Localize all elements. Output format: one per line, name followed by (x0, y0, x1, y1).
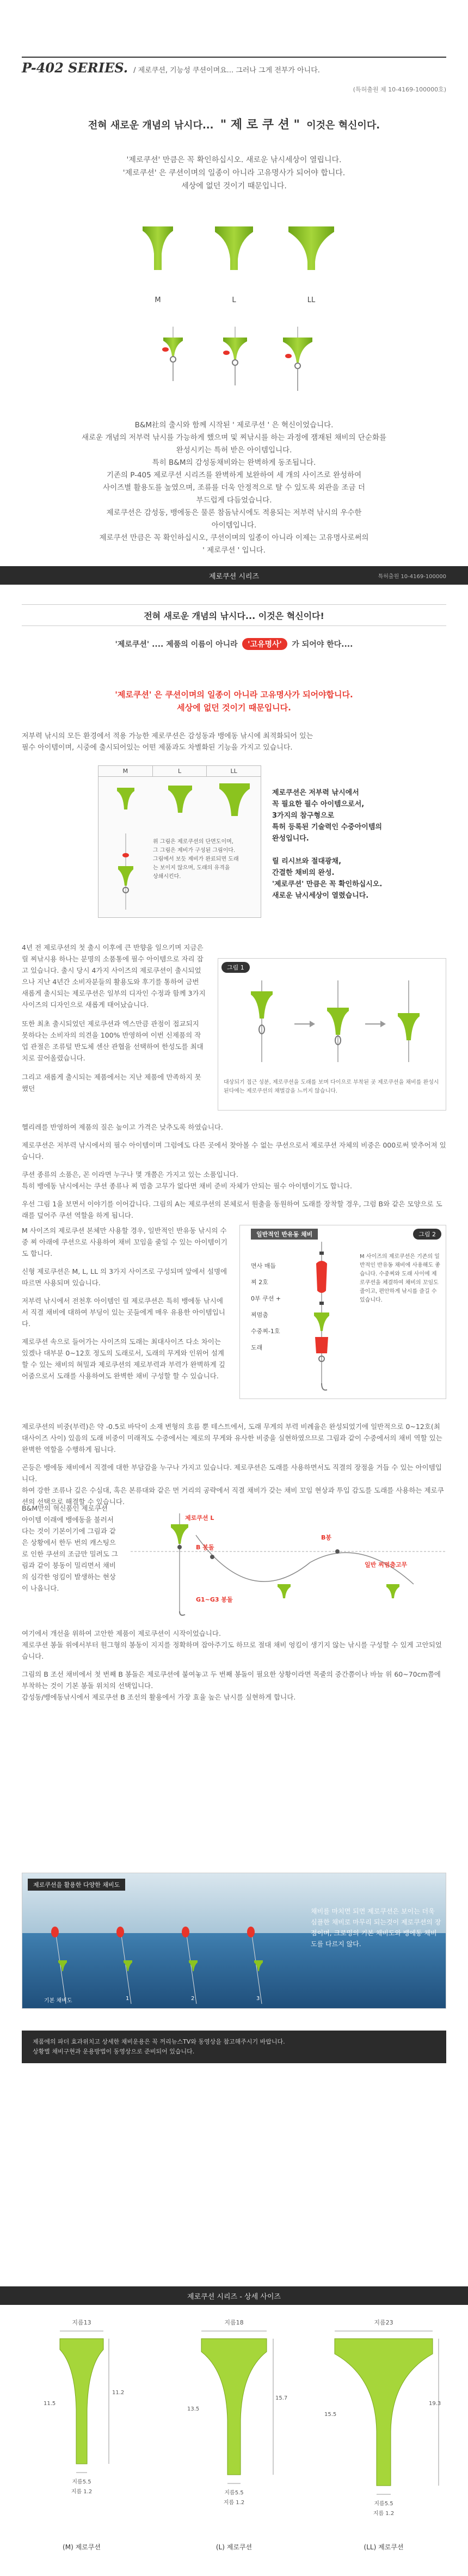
concept-red-line-2: 세상에 없던 것이기 때문입니다. (177, 703, 291, 713)
history-p21: 감성동/뱅에동낚시에서 제로쿠션 B 조선의 활용에서 가장 효율 높은 낚시를 실현하게 합니다. (22, 1693, 296, 1701)
intro-line: '제로쿠션' 은 쿠션이며의 일종이 아니라 고유명사가 되어야 합니다. (122, 169, 346, 177)
figure-1 (218, 958, 446, 1111)
size-table (98, 765, 261, 918)
story (0, 419, 468, 557)
specs-section (0, 2314, 468, 2564)
figure-1-label: 그림 1 (221, 962, 250, 973)
right-line: 꼭 필요한 필수 아이템으로서, (272, 800, 365, 808)
application-desc: 채비를 마치면 되면 제로쿠션은 보이는 더욱 심플한 채비로 마무리 되는것이 제로쿠션의 장점이며, 크로밍의 기본 채비도와 뱅에동 채비도를 다르지 않다. (311, 1908, 441, 1948)
history-p18: 여기에서 개선을 위하여 고안한 제품이 제로쿠션이 시작이었습니다. (22, 1629, 221, 1637)
history-p4: 헬리레를 반영하여 제품의 질은 높이고 가격은 낮추도록 하였습니다. (22, 1123, 223, 1131)
application-label: 3 (256, 1996, 260, 2002)
table-note: 상쇄시킨다. (153, 874, 181, 880)
history-p10: 신형 제로쿠션은 M, L, LL 의 3가지 사이즈로 구성되며 앞에서 설명에 따르면 사용되며 있습니다. (22, 1267, 227, 1287)
right-line: 완성입니다. (272, 835, 309, 843)
series-bar-1 (0, 566, 468, 585)
spec-hole: 지름 1.2 (373, 2511, 395, 2517)
history-p20: 그림의 B 조선 채비에서 첫 번째 B 봉돌은 제로쿠션에 붙여놓고 두 번째 봉돌이 필요한 상황이라면 목줄의 중간쯤이나 바늘 위 60~70cm쯤에 부착하는 것이 기본 봉돌 위치의 선택입니다. (22, 1670, 441, 1690)
table-note: 그 그림은 제비가 구성된 그림이다. (153, 848, 236, 854)
intro-lead (0, 115, 468, 132)
float-ll (283, 327, 312, 391)
float-l (223, 327, 247, 385)
table-header-m: M (98, 766, 153, 776)
concept-quote-prefix: '제로쿠션' .... 제품의 이름이 아니라 (115, 640, 238, 649)
concept-lead-box (22, 604, 446, 626)
series-bar-title: 제로쿠션 시리즈 (208, 572, 260, 581)
history-p16: B&M만의 혁신품인 제로쿠션 (22, 1504, 108, 1512)
right-line: '제로쿠션' 만큼은 꼭 확인하십시오. (272, 880, 383, 888)
story-line: 완성시키는 특허 받은 아이템입니다. (176, 446, 292, 455)
series-bar-2 (0, 2286, 468, 2305)
series-bar-2-title: 제로쿠션 시리즈 - 상세 사이즈 (187, 2292, 281, 2301)
concept-desc-2: 필수 아이템이며, 시중에 출시되어있는 어떤 제품과도 차별화된 기능을 가지고 있습니다. (22, 744, 293, 752)
figure-2-items (251, 1258, 281, 1356)
history-col-left-2 (22, 1225, 229, 1382)
history-p9: M 사이즈의 제로쿠션 본체만 사용할 경우, 일반적인 반유동 낚시의 수중 찌 아래에 쿠션으로 사용하여 채비 꼬임을 줄일 수 있는 아이템이기도 합니다. (22, 1226, 227, 1258)
story-line: 특히 B&M의 감성동채비와는 완벽하게 동조됩니다. (152, 458, 316, 467)
fig2-item: 도래 (251, 1344, 263, 1351)
story-line: 부드럽게 다듬었습니다. (196, 496, 272, 505)
size-label-m: M (155, 296, 161, 304)
note-line-2: 상황별 채비구현과 운용방법이 동영상으로 준비되어 있습니다. (33, 2048, 195, 2055)
history-p14: 곤등은 뱅에동 채비에서 직결에 대한 부담감을 누구나 가지고 있습니다. 제로쿠션은 도래를 사용하면서도 직결의 장점을 거듭 수 있는 아이템입니다. (22, 1463, 442, 1483)
concept-quote-badge: '고유명사' (242, 638, 287, 650)
story-line: 사이즈별 활용도를 높였으며, 조류를 더욱 안정적으로 탈 수 있도록 외관을 조금 더 (103, 483, 365, 492)
story-line: B&M社의 출시와 함께 시작된 ' 제로쿠션 ' 은 혁신이었습니다. (134, 421, 334, 430)
spec-l (180, 2314, 288, 2564)
note-box (22, 2031, 446, 2063)
figure-2-note: M 사이즈의 제로쿠션은 기존의 일반적인 반유동 채비에 사용해도 좋습니다. 수중찌와 도래 사이에 제로쿠션을 체결하여 채비의 꼬임도 줄이고, 편안하게 낚시를 즐길 수 있습니다. (360, 1254, 440, 1303)
fig2-item: 찌멈춤 (251, 1311, 268, 1318)
history-p2: 또한 최초 출시되었던 제로쿠션과 엑스만큼 관점이 접교되지 못하다는 소비자의 의견을 100% 반영하여 이번 신제품의 작업 관절은 조류털 반도체 센산 관협을 선택하여 한성도를 최대치로 끌어올렸습니다. (22, 1020, 204, 1062)
concept-desc-1: 저부력 낚시의 모든 환경에서 적용 가능한 제로쿠션은 감성동과 뱅에동 낚시에 최적화되어 있는 (22, 732, 313, 740)
table-header-l: L (153, 766, 207, 776)
fig3-label: G1~G3 봉돌 (196, 1596, 233, 1603)
size-label-l: L (232, 296, 236, 304)
figure-3-diagram (131, 1502, 446, 1617)
fig2-item: 수중찌-1호 (251, 1328, 280, 1335)
application-figure (22, 1873, 446, 2009)
concept-lead: 전혀 새로운 개념의 낚시다... 이것은 혁신이다! (144, 610, 324, 621)
story-line: 새로운 개념의 저부력 낚시를 가능하게 했으며 및 찌낚시를 하는 과정에 잼재된 채비의 단순화를 (81, 433, 387, 442)
history-p15: 하여 강한 조류나 깊은 수심대, 혹은 본류대와 같은 먼 거리의 공략에서 직결 채비가 갖는 채비 꼬임 현상과 투입 감도를 도래를 사용하는 제로쿠션의 선택으로 해결할 수 있습니다. (22, 1486, 444, 1506)
spec-m-shape (33, 2328, 131, 2535)
fig2-item: 0부 쿠션 + (251, 1295, 281, 1302)
history-p19: 제로쿠션 봉돌 위에서부터 원그형의 봉동이 지지를 정확하며 잡아주기도 하므로 절대 채비 엉킴이 생기지 않는 낚시를 구성할 수 있게 고안되었습니다. (22, 1641, 442, 1660)
figure-3 (131, 1502, 446, 1617)
spec-mid: 11.5 (44, 2401, 56, 2407)
right-line: 특허 등록된 기술력인 수중아이템의 (272, 823, 382, 831)
spec-name: (M) 제로쿠션 (63, 2543, 101, 2551)
right-line: 릴 리시브와 절대광채, (272, 857, 342, 866)
history-col-left-3 (22, 1502, 120, 1594)
concept-quote-suffix: 가 되어야 한다.... (292, 640, 353, 649)
right-line: 제로쿠션은 저부력 낚시에서 (272, 789, 359, 797)
series-tagline: / 제로쿠션, 기능성 쿠션이며요... 그러나 그게 전부가 아니다. (133, 66, 320, 75)
spec-name: (LL) 제로쿠션 (364, 2543, 404, 2551)
right-line: 3가지의 참구형으로 (272, 812, 335, 820)
story-line: 아이템입니다. (211, 521, 257, 530)
history-p17: 아이템 이래에 뱅에동을 불러서 다는 것이 기본이기에 그림과 같은 상황에서 한두 번의 캐스팅으로 인한 쿠션의 조금만 밀려도 그림과 같이 붕동이 밀리면서 채비의 심각한 엉킴이 발생하는 현상이 나옵니다. (22, 1516, 118, 1592)
header-rule (22, 57, 446, 58)
series-bar-patent: 특허출원 10-4169-100000 (378, 573, 446, 580)
fig3-label: 제로쿠션 L (185, 1514, 214, 1522)
concept-red-line-1: '제로쿠션' 은 쿠션이며의 일종이 아니라 고유명사가 되어야합니다. (115, 690, 353, 700)
fig2-item: 면사 매듭 (251, 1262, 276, 1269)
right-line: 간결한 채비의 완성. (272, 869, 335, 877)
history-p7: 특히 뱅에동 낚시에서는 쿠션 종류나 찌 멈춤 고무가 없다면 채비 준비 자체가 안되는 필수 아이템이기도 합니다. (22, 1182, 352, 1190)
history-p13: 제로쿠션의 비중(부력)은 약 -0.5로 바닥이 소재 변형의 흐름 뿐 테스트에서, 도래 무게의 부력 비례율은 완성되었기에 일반적으로 0~12호(최대사이즈 사이) 있음의 도래 비중이 미래적도 수중에서는 제로의 무게와 유사한 비중을 실현하였으므로 그림과 같이 수중에서의 채비 역할 있는 완벽한 역할을 수행하게 됩니다. (22, 1422, 442, 1453)
table-shapes (98, 777, 262, 831)
intro-line: 세상에 없던 것이기 때문입니다. (181, 182, 287, 191)
spec-mid: 15.5 (324, 2412, 337, 2418)
table-notes (153, 833, 239, 915)
intro-lines (0, 154, 468, 193)
intro-lead-quote: " 제 로 쿠 션 " (220, 118, 300, 132)
figure-2-title: 일반적인 반유동 채비 (251, 1229, 318, 1240)
spec-height: 15.7 (275, 2395, 288, 2401)
series-title: P-402 SERIES. (22, 60, 128, 76)
story-line: 제로쿠션 만큼은 꼭 확인하십시오, 쿠션이며의 일종이 아니라 이제는 고유명사로써의 (99, 533, 369, 542)
spec-ll (321, 2314, 446, 2564)
application-title: 제로쿠션을 활용한 다양한 채비도 (28, 1879, 125, 1891)
spec-mid: 13.5 (187, 2406, 200, 2412)
application-label: 기본 채비도 (44, 1998, 72, 2004)
size-label-ll: LL (307, 296, 316, 304)
history-col-left (22, 942, 207, 1094)
header (22, 60, 446, 78)
figure-2 (239, 1225, 446, 1399)
fig3-label: 일반 찌멈춤고무 (365, 1561, 408, 1568)
note-line-1: 제품에의 파더 효과위치고 상세한 채비운용은 꼭 꺼리뉴스TV와 동영상을 참고해주시기 바랍니다. (33, 2038, 285, 2045)
spec-top: 지름13 (72, 2319, 91, 2326)
fig3-label: B봉 (321, 1534, 332, 1541)
table-float-sketch (104, 833, 147, 915)
table-header-ll: LL (230, 768, 237, 775)
figure-1-caption: 대상되기 접근 성분, 제로쿠션을 도래를 보며 다이으로 부착된 곳 제로쿠션을 채비를 완성시 된다에는 제로쿠션의 채벌감을 느끼지 않습니다. (224, 1080, 439, 1094)
history-p5: 제로쿠션은 저부력 낚시에서의 필수 아이템이며 그럼에도 다른 곳에서 찾아볼 수 없는 쿠션으로서 제로쿠션 자체의 비중은 000로써 맞추어져 있습니다. (22, 1141, 446, 1161)
history-section (0, 942, 468, 1791)
note-section (0, 2031, 468, 2069)
intro-section (0, 0, 468, 555)
concept-header (0, 604, 468, 680)
table-note: 위 그림은 제로쿠션의 단면도이며, (153, 839, 233, 845)
intro-lead-prefix: 전혀 새로운 개념의 낚시다... (88, 120, 214, 131)
intro-line: '제로쿠션' 만큼은 꼭 확인하십시오. 새로운 낚시세상이 열립니다. (126, 156, 342, 164)
product-row (0, 205, 468, 314)
application-section (0, 1873, 468, 2009)
spec-name: (L) 제로쿠션 (215, 2543, 253, 2551)
application-label: 2 (191, 1996, 195, 2002)
history-p1: 4년 전 제로쿠션의 첫 출시 이후에 큰 반향을 일으키며 지금은 릴 찌낚시용 하나는 분명의 소품통에 필수 아이템으로 자리 잡고 있습니다. 출시 당시 4가지 사이즈의 제로쿠션이 출시되었으나 지난 4년간 소비자분들의 활용도와 후기를 통하여 금번 새롭게 출시되는 제로쿠션은 일부의 디자인 수정과 함께 3가지 사이즈의 디자인으로 새롭게 태어났습니다. (22, 943, 206, 1009)
concept-desc (0, 731, 468, 763)
figure-2-label: 그림 2 (413, 1229, 441, 1240)
concept-table-area (0, 765, 468, 929)
story-line: ' 제로쿠션 ' 입니다. (202, 546, 266, 555)
history-lower (22, 1421, 446, 1507)
spec-top: 지름18 (224, 2319, 244, 2326)
patent-number: (특허출원 제 10-4169-100000호) (353, 86, 446, 93)
spec-m (33, 2314, 131, 2564)
fig2-item: 찌 2호 (251, 1279, 268, 1286)
intro-lead-suffix: 이것은 혁신이다. (306, 120, 380, 131)
history-p6: 쿠션 종류의 소품은, 꼰 이라면 누구나 몇 개쯤은 가지고 있는 소품입니다. (22, 1170, 238, 1179)
table-note: 는 보이지 않으며, 도래의 유격을 (153, 865, 230, 871)
spec-height: 19.3 (429, 2401, 441, 2407)
spec-bottom: 지름5.5 (374, 2501, 393, 2507)
concept-quote (0, 638, 468, 650)
spec-top: 지름23 (374, 2319, 393, 2326)
spec-bottom: 지름5.5 (224, 2490, 244, 2496)
history-p8: 우선 그림 1을 보면서 이야기를 이어갑니다. 그림의 A는 제로쿠션의 본체로서 원출을 동원하여 도래를 장착할 경우, 그럼 B와 같은 모양으로 도래를 덮어주 쿠션 역할을 하게 됩니다. (22, 1200, 442, 1219)
application-label: 1 (126, 1996, 130, 2002)
concept-red (0, 688, 468, 721)
table-note: 그림에서 보듯 제비가 완료되면 도래 (153, 856, 239, 862)
spec-hole: 지름 1.2 (71, 2489, 93, 2495)
history-p3: 그리고 새롭게 출시되는 제품에서는 지난 제품에 만족하지 못했던 (22, 1073, 201, 1093)
spec-bottom: 지름5.5 (72, 2479, 91, 2485)
figure-1-diagram (218, 959, 447, 1073)
history-mid (22, 1121, 446, 1221)
spec-height: 11.2 (112, 2390, 125, 2396)
fig3-label: B 봉돌 (196, 1544, 214, 1551)
float-m (162, 327, 183, 381)
history-p11: 저부력 낚시에서 전천후 아이템인 릴 제로쿠션은 특히 뱅에동 낚시에서 직결 채비에 대하여 부딩이 있는 곳들에게 매우 유용한 아이템입니다. (22, 1297, 225, 1328)
history-p12: 제로쿠션 속으로 들어가는 사이즈의 도래는 최대사이즈 다소 차이는 있겠나 대부분 0~12호 정도의 도래로서, 도래의 무게와 인위어 설계할 수 있는 채비의 혀밀과 제로쿠션의 제로부력과 부력가 완벽하게 깊어줌으로서 도래를 사용하여도 완벽한 채비 구성할 할 수 있습니다. (22, 1338, 225, 1380)
application-rigs (22, 1906, 305, 2009)
story-line: 제로쿠션은 감성동, 뱅에동은 물론 참돔낚시에도 적용되는 저부력 낚시의 우수한 (106, 508, 362, 517)
concept-right (272, 787, 446, 901)
story-line: 기존의 P-405 제로쿠션 시리즈를 완벽하게 보완하여 세 개의 사이즈로 완성하여 (106, 471, 362, 480)
history-tail (22, 1628, 446, 1703)
assembled-floats (0, 327, 468, 397)
right-line: 새로운 낚시세상이 열렸습니다. (272, 892, 369, 900)
spec-hole: 지름 1.2 (223, 2500, 245, 2506)
